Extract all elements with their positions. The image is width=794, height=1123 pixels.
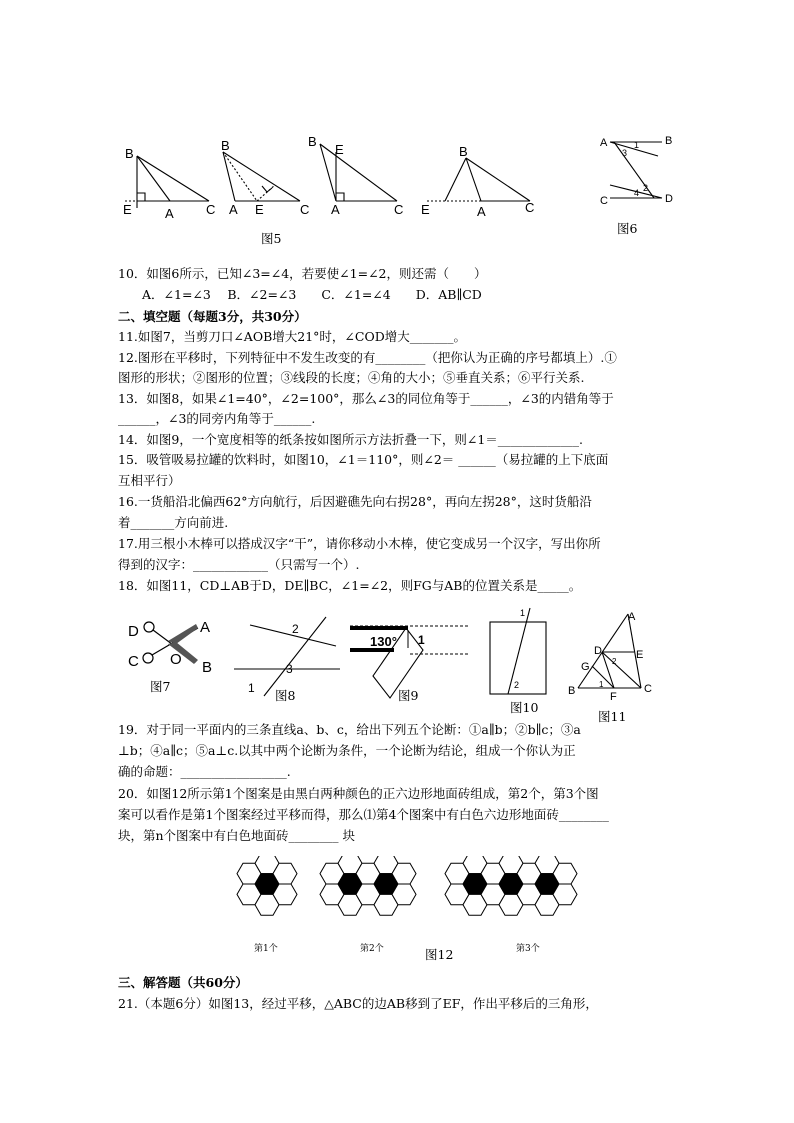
figure-6-caption: 图6 <box>617 221 638 236</box>
question-13-line-2: ______，∠3的同旁内角等于______. <box>118 411 316 426</box>
question-17-line-2: 得到的汉字：____________（只需写一个）. <box>118 557 360 572</box>
question-20-line-1: 20．如图12所示第1个图案是由黑白两种颜色的正六边形地面砖组成，第2个，第3个图 <box>118 786 599 801</box>
svg-text:B: B <box>221 138 230 153</box>
question-19-line-3: 确的命题：_________________. <box>118 764 291 779</box>
figure-5-caption: 图5 <box>261 231 282 246</box>
figure-5-diagram <box>115 130 555 230</box>
svg-text:C: C <box>600 195 608 207</box>
question-14: 14．如图9，一个宽度相等的纸条按如图所示方法折叠一下，则∠1＝_____________. <box>118 432 584 447</box>
svg-text:B: B <box>459 144 468 159</box>
svg-text:1: 1 <box>599 680 604 689</box>
svg-text:2: 2 <box>612 657 617 666</box>
figure-12-sub-caption-3: 第3个 <box>516 944 540 954</box>
svg-text:2: 2 <box>514 680 520 690</box>
figure-12-sub-caption-1: 第1个 <box>254 944 278 954</box>
svg-text:C: C <box>206 202 216 217</box>
figure-12-caption: 图12 <box>425 947 454 962</box>
question-20-line-3: 块，第n个图案中有白色地面砖________ 块 <box>118 828 356 843</box>
svg-text:C: C <box>128 653 139 670</box>
svg-text:G: G <box>581 661 590 673</box>
svg-text:E: E <box>255 202 264 217</box>
svg-text:A: A <box>477 204 486 219</box>
svg-text:A: A <box>600 137 608 149</box>
question-11: 11.如图7，当剪刀口∠AOB增大21°时，∠COD增大_______。 <box>118 329 466 344</box>
figure-12-sub-caption-2: 第2个 <box>360 944 384 954</box>
figure-7-diagram <box>124 614 224 678</box>
svg-text:A: A <box>165 206 174 221</box>
svg-text:D: D <box>594 645 602 657</box>
question-20-line-2: 案可以看作是第1个图案经过平移而得，那么⑴第4个图案中有白色六边形地面砖________ <box>118 807 609 822</box>
svg-text:1: 1 <box>520 608 526 618</box>
figure-7-caption: 图7 <box>150 679 171 694</box>
svg-text:1: 1 <box>634 140 640 150</box>
question-10-options: A．∠1=∠3 B．∠2=∠3 C．∠1=∠4 D．AB∥CD <box>142 287 482 302</box>
svg-text:A: A <box>331 202 340 217</box>
svg-text:O: O <box>170 651 182 668</box>
section-2-title: 二、填空题（每题3分，共30分） <box>118 309 307 324</box>
svg-text:C: C <box>394 202 404 217</box>
figure-9-caption: 图9 <box>398 688 419 703</box>
question-19-line-1: 19．对于同一平面内的三条直线a、b、c，给出下列五个论断：①a∥b；②b∥c；③a <box>118 722 581 737</box>
svg-text:D: D <box>128 623 139 640</box>
figure-12-diagram <box>230 856 610 940</box>
svg-text:3: 3 <box>622 148 628 158</box>
figure-8-caption: 图8 <box>275 688 296 703</box>
question-12-line-1: 12.图形在平移时，下列特征中不发生改变的有________（把你认为正确的序号都填上）.① <box>118 350 617 365</box>
svg-text:1: 1 <box>248 681 255 695</box>
svg-text:F: F <box>610 691 617 703</box>
question-19-line-2: ⊥b；④a∥c；⑤a⊥c.以其中两个论断为条件，一个论断为结论，组成一个你认为正 <box>118 743 576 758</box>
question-16-line-1: 16.一货船沿北偏西62°方向航行，后因避礁先向右拐28°，再向左拐28°，这时货船沿 <box>118 494 592 509</box>
svg-text:C: C <box>300 202 310 217</box>
svg-text:4: 4 <box>634 188 640 198</box>
svg-text:E: E <box>421 202 430 217</box>
svg-text:B: B <box>202 659 213 676</box>
svg-text:A: A <box>229 202 238 217</box>
question-15-line-1: 15．吸管吸易拉罐的饮料时，如图10，∠1＝110°，则∠2＝ ______（易拉罐的上下底面 <box>118 452 609 467</box>
question-18: 18．如图11，CD⊥AB于D，DE∥BC，∠1=∠2，则FG与AB的位置关系是_____。 <box>118 578 582 593</box>
figure-6-diagram <box>592 130 682 212</box>
figure-10-diagram <box>486 606 550 698</box>
svg-text:B: B <box>308 134 317 149</box>
figure-9-angle-label: 130° <box>370 634 397 649</box>
svg-text:3: 3 <box>286 662 293 676</box>
question-15-line-2: 互相平行） <box>118 473 181 488</box>
svg-text:E: E <box>636 649 644 661</box>
svg-text:2: 2 <box>292 622 299 636</box>
question-12-line-2: 图形的形状；②图形的位置；③线段的长度；④角的大小；⑤垂直关系；⑥平行关系. <box>118 370 585 385</box>
svg-text:C: C <box>525 200 535 215</box>
question-17-line-1: 17.用三根小木棒可以搭成汉字“干”，请你移动小木棒，使它变成另一个汉字，写出你所 <box>118 536 601 551</box>
svg-text:C: C <box>644 683 652 695</box>
svg-text:B: B <box>665 135 673 147</box>
svg-text:D: D <box>665 193 673 205</box>
figure-11-diagram <box>564 608 660 704</box>
svg-text:1: 1 <box>418 633 425 647</box>
section-3-title: 三、解答题（共60分） <box>118 975 248 990</box>
svg-text:2: 2 <box>643 183 649 193</box>
svg-text:B: B <box>568 685 576 697</box>
svg-text:A: A <box>200 619 211 636</box>
question-10-stem: 10．如图6所示，已知∠3=∠4，若要使∠1=∠2，则还需（ ） <box>118 266 487 281</box>
svg-text:A: A <box>628 611 636 623</box>
question-13-line-1: 13．如图8，如果∠1=40°，∠2=100°，那么∠3的同位角等于______，∠3的内错角等于 <box>118 391 614 406</box>
question-16-line-2: 着_______方向前进. <box>118 515 229 530</box>
figure-10-caption: 图10 <box>510 700 539 715</box>
question-21: 21.（本题6分）如图13，经过平移，△ABC的边AB移到了EF，作出平移后的三角形， <box>118 996 598 1011</box>
svg-text:B: B <box>125 146 134 161</box>
figure-11-caption: 图11 <box>598 709 627 724</box>
svg-text:E: E <box>335 142 344 157</box>
svg-text:E: E <box>123 202 132 217</box>
